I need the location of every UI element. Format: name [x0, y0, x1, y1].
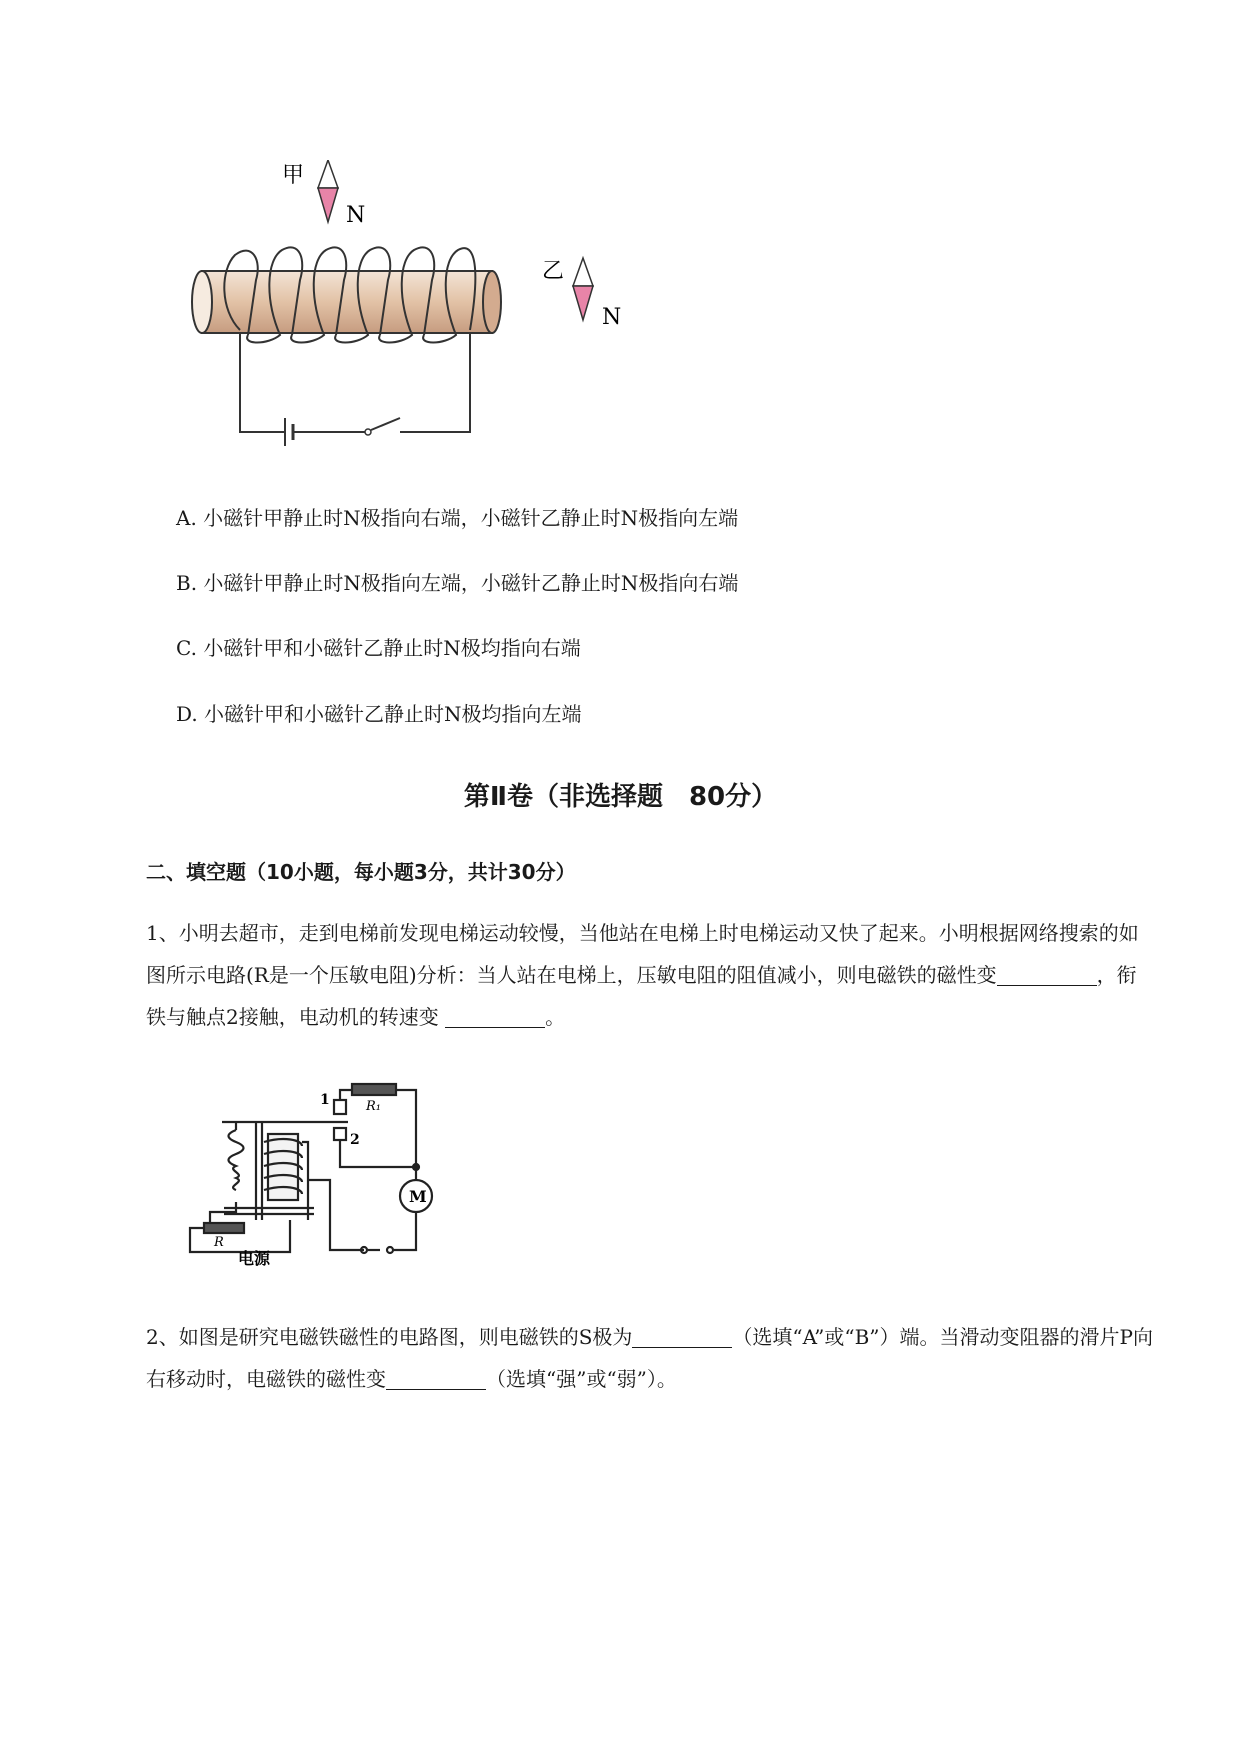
label-2: 2: [350, 1132, 360, 1148]
label-jia: 甲: [282, 163, 305, 188]
solenoid-figure: [190, 160, 650, 460]
label-r: R: [214, 1235, 224, 1250]
switch-icon: [365, 429, 371, 435]
compass-needle-yi: [573, 258, 593, 320]
label-n-jia: N: [346, 203, 366, 228]
q2-text-c: （选填“强”或“弱”）。: [486, 1367, 677, 1391]
label-r1: R₁: [366, 1099, 381, 1114]
option-d: [176, 700, 582, 728]
compass-needle-jia: [318, 160, 338, 222]
label-m: M: [409, 1187, 427, 1206]
option-letter: C.: [176, 636, 197, 660]
resistor-r: [204, 1223, 244, 1233]
circuit-wire-right: [412, 330, 470, 432]
answer-blank[interactable]: [997, 963, 1097, 986]
q1-text-a: 1、小明去超市，走到电梯前发现电梯运动较慢，当他站在电梯上时电梯运动又快了起来。小明根据网络搜索的如图所示电路(R是一个压敏电阻)分析：当人站在电梯上，压敏电阻的阻值减小，则电磁铁的磁性变: [146, 921, 1139, 987]
q1-text-c: 。: [545, 1005, 566, 1029]
iron-rod: [202, 271, 492, 333]
spring-icon: [229, 1130, 244, 1190]
option-b: [176, 569, 738, 597]
option-letter: A.: [176, 506, 197, 530]
answer-blank[interactable]: [445, 1005, 545, 1028]
question-1: [146, 912, 1156, 1038]
label-yi: 乙: [542, 259, 565, 284]
option-text: 小磁针甲和小磁针乙静止时N极均指向右端: [203, 636, 581, 660]
option-text: 小磁针甲和小磁针乙静止时N极均指向左端: [204, 702, 582, 726]
q1-text-b: ，衔铁与触点2接触，电动机的转速变: [146, 963, 1137, 1029]
label-1: 1: [320, 1092, 330, 1108]
label-n-yi: N: [602, 305, 622, 330]
part-title: 二、填空题（10小题，每小题3分，共计30分）: [146, 860, 576, 884]
option-c: [176, 634, 581, 662]
option-text: 小磁针甲静止时N极指向右端，小磁针乙静止时N极指向左端: [203, 506, 739, 530]
relay-circuit-figure: [180, 1080, 440, 1270]
question-2: [146, 1316, 1156, 1400]
answer-blank[interactable]: [632, 1325, 732, 1348]
option-letter: D.: [176, 702, 198, 726]
q2-text-a: 2、如图是研究电磁铁磁性的电路图，则电磁铁的S极为: [146, 1325, 633, 1349]
label-power: 电源: [238, 1249, 271, 1268]
resistor-r1: [352, 1084, 396, 1095]
circuit-wire: [240, 330, 285, 432]
option-a: [176, 504, 738, 532]
option-text: 小磁针甲静止时N极指向左端，小磁针乙静止时N极指向右端: [203, 571, 739, 595]
q2-text-b: （选填“A”或“B”）端。当滑动变阻器的滑片P向右移动时，电磁铁的磁性变: [146, 1325, 1153, 1391]
section-title: 第Ⅱ卷（非选择题 80分）: [463, 782, 778, 812]
answer-blank[interactable]: [386, 1367, 486, 1390]
option-letter: B.: [176, 571, 198, 595]
electromagnet-core: [268, 1134, 298, 1200]
